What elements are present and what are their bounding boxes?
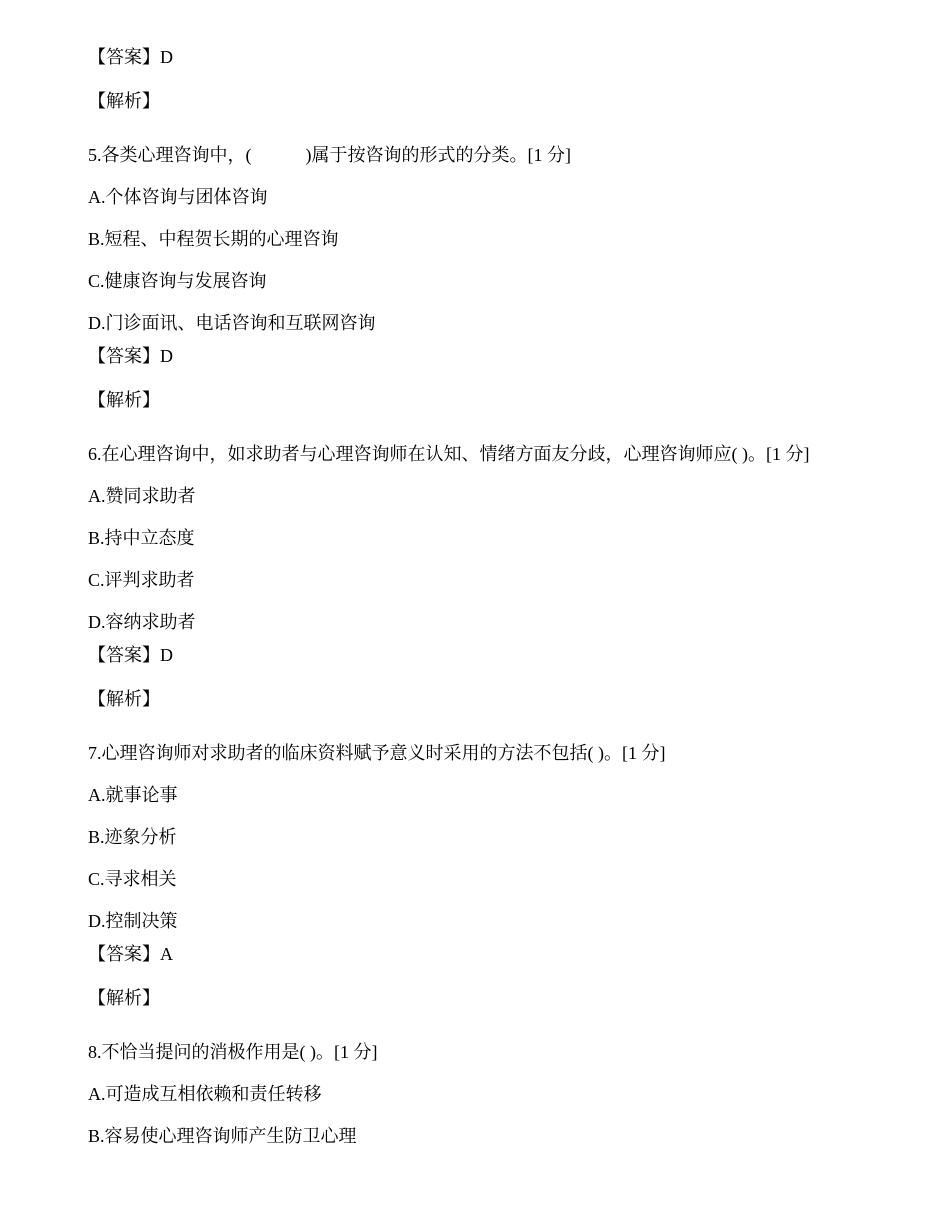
question-6-option-c: C.评判求助者 <box>88 570 195 590</box>
question-7-option-c: C.寻求相关 <box>88 869 177 889</box>
question-5-analysis: 【解析】 <box>88 390 160 410</box>
question-6-text: 6.在心理咨询中，如求助者与心理咨询师在认知、情绪方面友分歧，心理咨询师应( )。[1 分] <box>88 444 810 464</box>
question-8-option-a: A.可造成互相依赖和责任转移 <box>88 1084 322 1104</box>
question-8-option-b: B.容易使心理咨询师产生防卫心理 <box>88 1126 357 1146</box>
question-5-option-c: C.健康咨询与发展咨询 <box>88 271 267 291</box>
question-5-option-b: B.短程、中程贺长期的心理咨询 <box>88 229 339 249</box>
answer-line: 【答案】D <box>88 47 173 67</box>
question-7-analysis: 【解析】 <box>88 988 160 1008</box>
question-6-option-b: B.持中立态度 <box>88 528 195 548</box>
question-7-answer: 【答案】A <box>88 944 173 964</box>
question-7-option-b: B.迹象分析 <box>88 827 177 847</box>
question-5-option-a: A.个体咨询与团体咨询 <box>88 187 268 207</box>
question-7-option-d: D.控制决策 <box>88 911 178 931</box>
question-6-answer: 【答案】D <box>88 645 173 665</box>
question-8-text: 8.不恰当提问的消极作用是( )。[1 分] <box>88 1042 378 1062</box>
analysis-line: 【解析】 <box>88 91 160 111</box>
question-6-analysis: 【解析】 <box>88 689 160 709</box>
question-5-option-d: D.门诊面讯、电话咨询和互联网咨询 <box>88 313 376 333</box>
question-5-text: 5.各类心理咨询中，( )属于按咨询的形式的分类。[1 分] <box>88 145 571 165</box>
question-6-option-d: D.容纳求助者 <box>88 612 196 632</box>
question-6-option-a: A.赞同求助者 <box>88 486 196 506</box>
question-7-option-a: A.就事论事 <box>88 785 178 805</box>
question-5-answer: 【答案】D <box>88 346 173 366</box>
question-7-text: 7.心理咨询师对求助者的临床资料赋予意义时采用的方法不包括( )。[1 分] <box>88 743 666 763</box>
